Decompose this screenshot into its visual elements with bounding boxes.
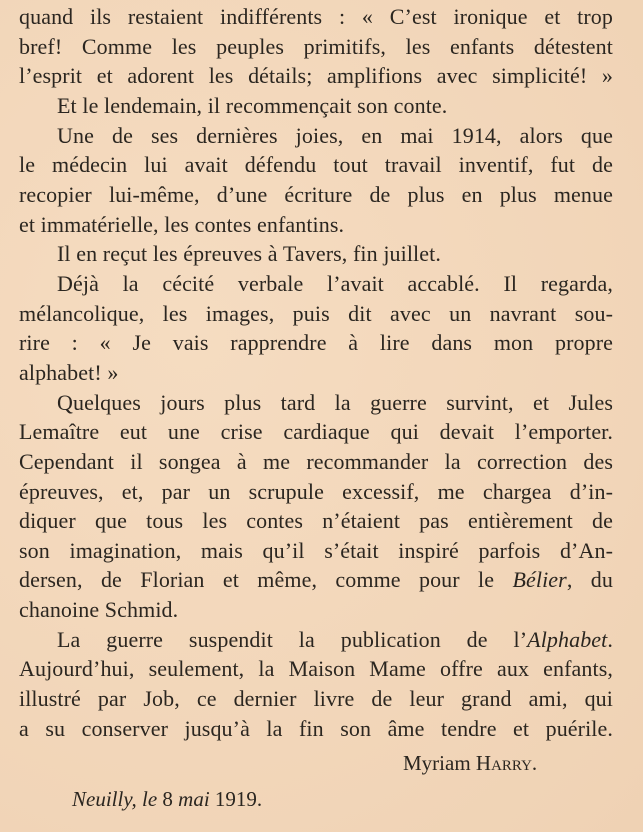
text-line: rire : « Je vais rapprendre à lire dans mon propre (19, 330, 613, 356)
signature-first-name: Myriam (403, 751, 471, 775)
date-period: . (256, 787, 263, 811)
signature-period: . (531, 751, 538, 775)
text-line: mélancolique, les images, puis dit avec un navrant sou- (19, 300, 613, 326)
date-month: mai (178, 787, 210, 811)
text-line: Quelques jours plus tard la guerre survint, et Jules (57, 389, 613, 415)
date-year: 1919 (214, 787, 257, 811)
signature-last-name: Harry (475, 751, 532, 775)
text-line: Lemaître eut une crise cardiaque qui devait l’emporter. (19, 419, 613, 445)
text-line: a su conserver jusqu’à la fin son âme tendre et puérile. (19, 715, 613, 741)
text-line (19, 565, 613, 595)
text-segment: La guerre suspendit la publication de l’ (57, 626, 528, 652)
text-line: chanoine Schmid. (19, 597, 179, 623)
book-title-belier: Bélier (512, 567, 567, 593)
body-text (19, 2, 613, 743)
text-line: Il en reçut les épreuves à Tavers, fin juillet. (57, 241, 441, 267)
text-segment: . (607, 626, 613, 652)
text-line: Cependant il songea à me recommander la correction des (19, 448, 613, 474)
signature (403, 751, 537, 776)
text-segment: dersen, de Florian et même, comme pour le (19, 567, 513, 593)
text-line: l’esprit et adorent les détails; amplifions avec simplicité! » (19, 63, 613, 89)
text-line: quand ils restaient indifférents : « C’est ironique et trop (19, 4, 613, 29)
text-line: diquer que tous les contes n’étaient pas entièrement de (19, 508, 613, 534)
place-date (72, 787, 262, 812)
text-line: bref! Comme les peuples primitifs, les enfants détestent (19, 33, 613, 59)
text-line: recopier lui-même, d’une écriture de plus en plus menue (19, 181, 613, 207)
text-line (19, 625, 613, 655)
text-line: son imagination, mais qu’il s’était inspiré parfois d’An- (19, 537, 613, 563)
text-line: et immatérielle, les contes enfantins. (19, 211, 345, 237)
text-line: Et le lendemain, il recommençait son conte. (57, 92, 448, 118)
book-title-alphabet: Alphabet (527, 626, 608, 652)
text-line: épreuves, et, par un scrupule excessif, me chargea d’in- (19, 478, 613, 504)
text-segment: , du (566, 567, 613, 593)
text-line: Une de ses dernières joies, en mai 1914, alors que (57, 122, 613, 148)
text-line: Déjà la cécité verbale l’avait accablé. Il regarda, (57, 270, 613, 296)
text-line: le médecin lui avait défendu tout travail inventif, fut de (19, 152, 613, 178)
text-line: alphabet! » (19, 359, 119, 385)
place-name: Neuilly, le (72, 787, 158, 811)
date-day: 8 (162, 787, 173, 811)
text-line: illustré par Job, ce dernier livre de leur grand ami, qui (19, 686, 613, 712)
text-line: Aujourd’hui, seulement, la Maison Mame offre aux enfants, (19, 656, 613, 682)
